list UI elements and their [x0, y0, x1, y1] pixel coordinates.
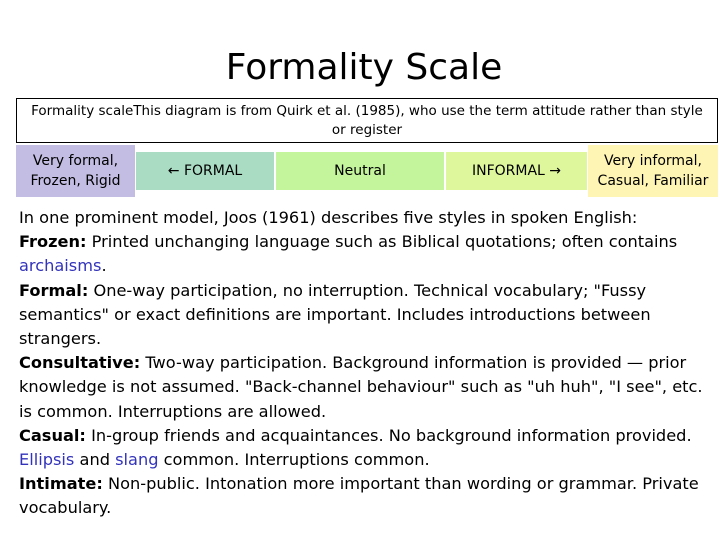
style-description-tail: common. Interruptions common.	[158, 450, 430, 470]
joos-styles-text	[19, 206, 719, 521]
style-intimate	[19, 472, 719, 520]
scale-formal-label: ← FORMAL	[167, 163, 243, 179]
style-term: Formal:	[19, 280, 89, 300]
archaisms-link[interactable]: archaisms	[19, 256, 102, 276]
style-term: Casual:	[19, 425, 86, 445]
scale-very-formal-line1: Very formal,	[32, 153, 119, 169]
style-description: In-group friends and acquaintances. No background information provided.	[85, 425, 692, 445]
style-casual	[19, 424, 719, 472]
style-term: Consultative:	[19, 353, 141, 373]
scale-very-informal-line1: Very informal,	[604, 153, 702, 169]
formality-caption: Formality scaleThis diagram is from Quirk et al. (1985), who use the term attitude rather than style or register	[17, 99, 718, 143]
scale-neutral	[275, 151, 445, 191]
style-description: One-way participation, no interruption. Technical vocabulary; "Fussy semantics" or exact definitions are important. Includes introductions between strangers.	[19, 280, 651, 349]
page-title: Formality Scale	[225, 47, 503, 88]
style-term: Frozen:	[19, 232, 87, 252]
style-formal	[19, 279, 719, 352]
scale-neutral-label: Neutral	[334, 163, 386, 179]
scale-very-informal-line2: Casual, Familiar	[597, 173, 709, 189]
style-term: Intimate:	[19, 474, 103, 494]
scale-informal	[445, 151, 588, 191]
scale-very-informal	[588, 145, 718, 197]
style-frozen	[19, 230, 719, 278]
scale-very-formal	[16, 145, 135, 197]
style-consultative	[19, 351, 719, 424]
slang-link[interactable]: slang	[115, 450, 159, 470]
intro-paragraph: In one prominent model, Joos (1961) describes five styles in spoken English:	[19, 208, 638, 227]
ellipsis-link[interactable]: Ellipsis	[19, 450, 75, 470]
scale-informal-label: INFORMAL →	[471, 163, 562, 179]
style-description: Non-public. Intonation more important than wording or grammar. Private vocabulary.	[19, 474, 699, 518]
punctuation: .	[101, 256, 107, 276]
formality-scale	[16, 145, 718, 197]
style-description: Two-way participation. Background information is provided — prior knowledge is not assumed. "Back-channel behaviour" such as "uh huh", "I see", etc. is common. Interruptions are allowed.	[19, 353, 703, 421]
scale-very-formal-line2: Frozen, Rigid	[30, 173, 121, 189]
conjunction: and	[74, 450, 116, 470]
scale-formal	[135, 151, 275, 191]
formality-caption-table	[16, 98, 718, 143]
style-description: Printed unchanging language such as Biblical quotations; often contains	[86, 232, 678, 252]
